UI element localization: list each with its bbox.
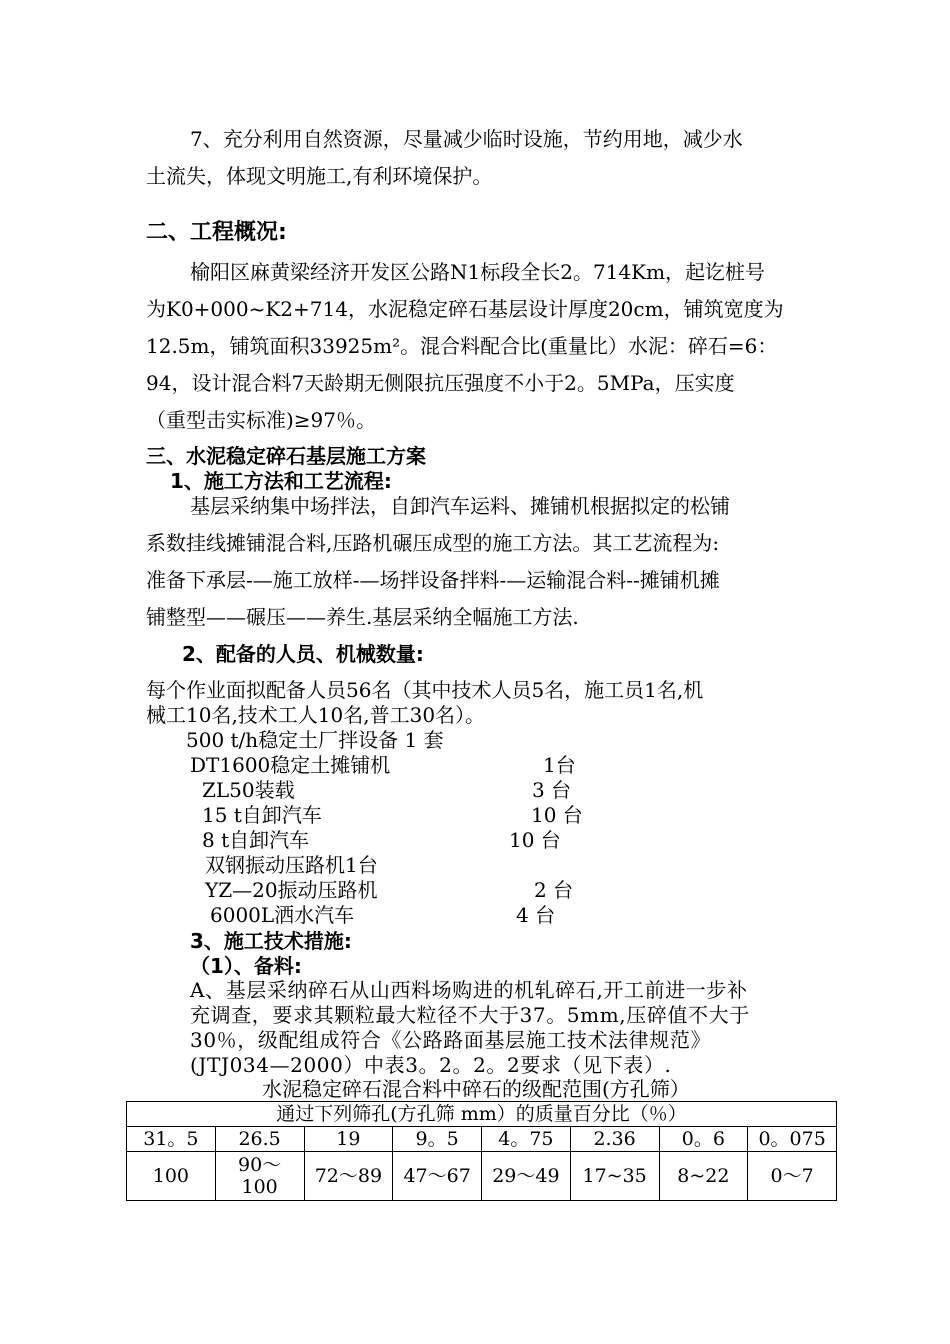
process-line-4: 铺整型——碾压——养生.基层采纳全幅施工方法.	[146, 605, 579, 629]
equipment-qty: 10 台	[509, 828, 561, 852]
equipment-item: DT1600稳定土摊铺机	[190, 753, 391, 777]
sieve-size-cell: 31。5	[127, 1127, 216, 1152]
sieve-size-cell: 19	[304, 1127, 393, 1152]
passing-value-cell: 72～89	[304, 1152, 393, 1201]
equipment-qty: 10 台	[531, 803, 583, 827]
passing-value-cell: 17~35	[570, 1152, 659, 1201]
equipment-item: ZL50装载	[202, 778, 295, 802]
passing-value-cell: 29～49	[482, 1152, 571, 1201]
equipment-item: 双钢振动压路机1台	[205, 853, 378, 877]
equipment-qty: 2 台	[534, 878, 574, 902]
subsection-3-3-heading: 3、施工技术措施:	[190, 929, 352, 953]
equipment-qty: 3 台	[532, 778, 572, 802]
passing-value-cell: 100	[127, 1152, 216, 1201]
material-line-3: 30％，级配组成符合《公路路面基层施工技术法律规范》	[190, 1028, 712, 1052]
section-2-heading: 二、工程概况:	[146, 220, 287, 245]
sieve-size-cell: 0。075	[748, 1127, 837, 1152]
sieve-size-cell: 4。75	[482, 1127, 571, 1152]
equipment-qty: 4 台	[516, 903, 556, 927]
passing-value-cell: 0～7	[748, 1152, 837, 1201]
passing-value-cell: 90～100	[215, 1152, 304, 1201]
overview-line-1: 榆阳区麻黄梁经济开发区公路N1标段全长2。714Km，起讫桩号	[190, 260, 766, 284]
sieve-size-cell: 0。6	[659, 1127, 748, 1152]
sieve-size-cell: 26.5	[215, 1127, 304, 1152]
passing-value-cell: 8~22	[659, 1152, 748, 1201]
section-3-heading: 三、水泥稳定碎石基层施工方案	[146, 444, 426, 468]
overview-line-5: （重型击实标准)≥97％。	[146, 408, 377, 432]
gradation-table	[126, 1101, 837, 1201]
table-header: 通过下列筛孔(方孔筛 mm）的质量百分比（％）	[127, 1102, 837, 1127]
passing-value-cell: 47～67	[393, 1152, 482, 1201]
table-caption: 水泥稳定碎石混合料中碎石的级配范围(方孔筛）	[262, 1077, 690, 1101]
equipment-item: 500 t/h稳定土厂拌设备 1 套	[186, 728, 444, 752]
overview-line-3: 12.5m，铺筑面积33925m²。混合料配合比(重量比）水泥：碎石=6：	[146, 334, 778, 358]
material-line-1: A、基层采纳碎石从山西料场购进的机轧碎石,开工前进一步补	[190, 978, 748, 1002]
staff-line-1: 每个作业面拟配备人员56名（其中技术人员5名，施工员1名,机	[146, 678, 704, 702]
subsection-3-3-1-heading: （1）、备料:	[190, 954, 302, 978]
process-line-2: 系数挂线摊铺混合料,压路机碾压成型的施工方法。其工艺流程为:	[146, 531, 720, 555]
material-line-2: 充调查，要求其颗粒最大粒径不大于37。5mm,压碎值不大于	[190, 1003, 750, 1027]
subsection-3-2-heading: 2、配备的人员、机械数量:	[182, 642, 424, 666]
paragraph-7-line-2: 土流失，体现文明施工,有利环境保护。	[146, 164, 493, 188]
paragraph-7-line-1: 7、充分利用自然资源，尽量减少临时设施，节约用地，减少水	[190, 127, 743, 151]
process-line-1: 基层采纳集中场拌法，自卸汽车运料、摊铺机根据拟定的松铺	[190, 494, 730, 518]
equipment-item: 8 t自卸汽车	[202, 828, 310, 852]
material-line-4: (JTJ034—2000）中表3。2。2。2要求（见下表）.	[190, 1053, 672, 1077]
equipment-qty: 1台	[543, 753, 576, 777]
staff-line-2: 械工10名,技术工人10名,普工30名）。	[146, 703, 486, 727]
overview-line-4: 94，设计混合料7天龄期无侧限抗压强度不小于2。5MPa，压实度	[146, 371, 735, 395]
overview-line-2: 为K0+000~K2+714，水泥稳定碎石基层设计厚度20cm，铺筑宽度为	[146, 297, 784, 321]
equipment-item: 6000L洒水汽车	[210, 903, 355, 927]
subsection-3-1-heading: 1、施工方法和工艺流程:	[170, 469, 392, 493]
sieve-size-cell: 9。5	[393, 1127, 482, 1152]
equipment-item: 15 t自卸汽车	[202, 803, 322, 827]
sieve-size-cell: 2.36	[570, 1127, 659, 1152]
process-line-3: 准备下承层-—施工放样-—场拌设备拌料-—运输混合料--摊铺机摊	[146, 568, 720, 592]
equipment-item: YZ—20振动压路机	[205, 878, 378, 902]
